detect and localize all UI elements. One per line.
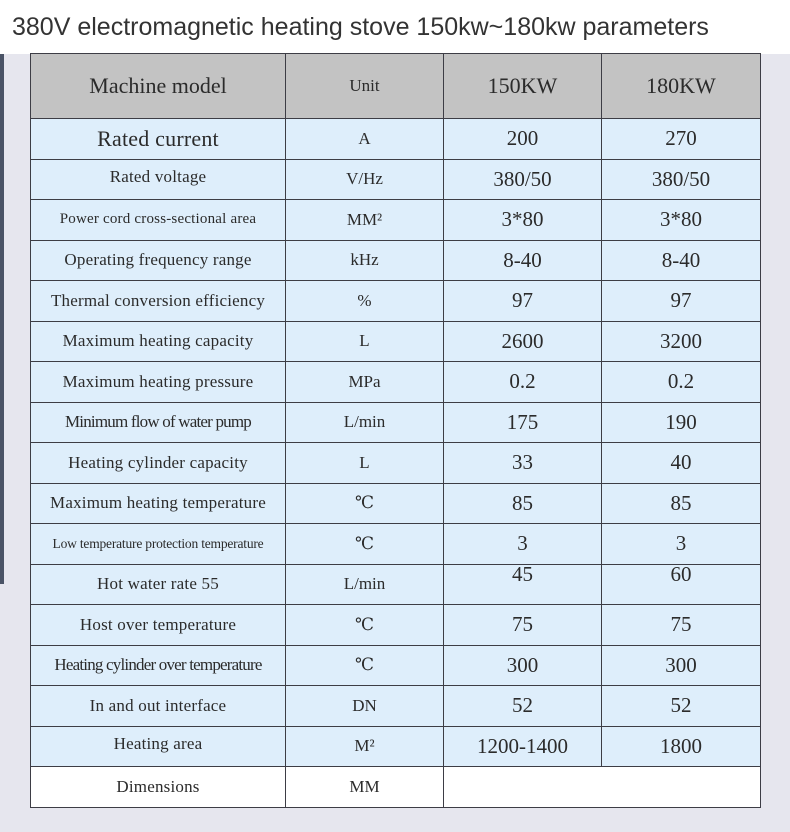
unit-cell: ℃	[286, 524, 444, 565]
unit-cell: M²	[286, 726, 444, 767]
param-cell: Hot water rate 55	[31, 564, 286, 605]
value-150kw-cell: 1200-1400	[444, 726, 602, 767]
value-180kw-cell: 380/50	[602, 159, 761, 200]
table-row	[31, 200, 761, 241]
value-180kw-cell: 8-40	[602, 240, 761, 281]
table-row	[31, 159, 761, 200]
unit-cell: L	[286, 443, 444, 484]
param-cell: Rated current	[31, 119, 286, 160]
value-150kw-cell: 175	[444, 402, 602, 443]
value-150kw-cell: 3	[444, 524, 602, 565]
param-cell: Rated voltage	[31, 159, 286, 200]
header-machine-model: Machine model	[31, 54, 286, 119]
value-180kw-cell: 300	[602, 645, 761, 686]
parameters-table	[30, 53, 761, 808]
param-cell: Low temperature protection temperature	[31, 524, 286, 565]
value-180kw-cell: 97	[602, 281, 761, 322]
table-row	[31, 321, 761, 362]
unit-cell: kHz	[286, 240, 444, 281]
value-180kw-cell: 1800	[602, 726, 761, 767]
value-150kw-cell: 300	[444, 645, 602, 686]
param-cell: Dimensions	[31, 767, 286, 808]
table-row	[31, 119, 761, 160]
table-header-row	[31, 54, 761, 119]
value-text: 45	[512, 564, 533, 586]
param-cell: Power cord cross-sectional area	[31, 200, 286, 241]
table-row	[31, 686, 761, 727]
value-180kw-cell: 3200	[602, 321, 761, 362]
value-150kw-cell: 33	[444, 443, 602, 484]
param-cell: Host over temperature	[31, 605, 286, 646]
value-180kw-cell: 3	[602, 524, 761, 565]
unit-cell: A	[286, 119, 444, 160]
unit-cell: ℃	[286, 645, 444, 686]
unit-cell: DN	[286, 686, 444, 727]
param-cell: Operating frequency range	[31, 240, 286, 281]
value-150kw-cell: 2600	[444, 321, 602, 362]
value-180kw-cell: 85	[602, 483, 761, 524]
value-150kw-cell: 8-40	[444, 240, 602, 281]
unit-cell: V/Hz	[286, 159, 444, 200]
header-150kw: 150KW	[444, 54, 602, 119]
unit-cell: ℃	[286, 483, 444, 524]
value-180kw-cell: 75	[602, 605, 761, 646]
table-row	[31, 362, 761, 403]
value-180kw-cell: 0.2	[602, 362, 761, 403]
param-cell: In and out interface	[31, 686, 286, 727]
table-row	[31, 443, 761, 484]
table-row	[31, 483, 761, 524]
value-150kw-cell: 85	[444, 483, 602, 524]
unit-cell: %	[286, 281, 444, 322]
table-row	[31, 564, 761, 605]
unit-cell: L	[286, 321, 444, 362]
table-row	[31, 605, 761, 646]
value-150kw-cell: 52	[444, 686, 602, 727]
unit-cell: MM²	[286, 200, 444, 241]
value-180kw-cell: 52	[602, 686, 761, 727]
dimensions-value-cell	[444, 767, 761, 808]
param-cell: Maximum heating capacity	[31, 321, 286, 362]
param-cell: Minimum flow of water pump	[31, 402, 286, 443]
value-180kw-cell: 270	[602, 119, 761, 160]
value-150kw-cell: 75	[444, 605, 602, 646]
left-edge-strip	[0, 54, 4, 584]
table-row	[31, 402, 761, 443]
header-180kw: 180KW	[602, 54, 761, 119]
unit-cell: MM	[286, 767, 444, 808]
table-row	[31, 726, 761, 767]
param-cell: Heating cylinder capacity	[31, 443, 286, 484]
table-row	[31, 524, 761, 565]
table-row	[31, 240, 761, 281]
value-150kw-cell: 200	[444, 119, 602, 160]
value-150kw-cell	[444, 564, 602, 605]
unit-cell: L/min	[286, 564, 444, 605]
value-180kw-cell: 190	[602, 402, 761, 443]
param-cell: Maximum heating temperature	[31, 483, 286, 524]
value-150kw-cell: 3*80	[444, 200, 602, 241]
unit-cell: MPa	[286, 362, 444, 403]
table-row	[31, 645, 761, 686]
value-180kw-cell: 40	[602, 443, 761, 484]
unit-cell: L/min	[286, 402, 444, 443]
param-cell: Heating cylinder over temperature	[31, 645, 286, 686]
table-row	[31, 281, 761, 322]
value-180kw-cell: 3*80	[602, 200, 761, 241]
value-180kw-cell	[602, 564, 761, 605]
param-cell: Heating area	[31, 726, 286, 767]
unit-cell: ℃	[286, 605, 444, 646]
param-cell: Thermal conversion efficiency	[31, 281, 286, 322]
value-text: 60	[670, 564, 692, 586]
page-title: 380V electromagnetic heating stove 150kw~180kw parameters	[0, 0, 790, 54]
value-150kw-cell: 380/50	[444, 159, 602, 200]
table-row	[31, 767, 761, 808]
param-cell: Maximum heating pressure	[31, 362, 286, 403]
header-unit: Unit	[286, 54, 444, 119]
value-150kw-cell: 0.2	[444, 362, 602, 403]
value-150kw-cell: 97	[444, 281, 602, 322]
